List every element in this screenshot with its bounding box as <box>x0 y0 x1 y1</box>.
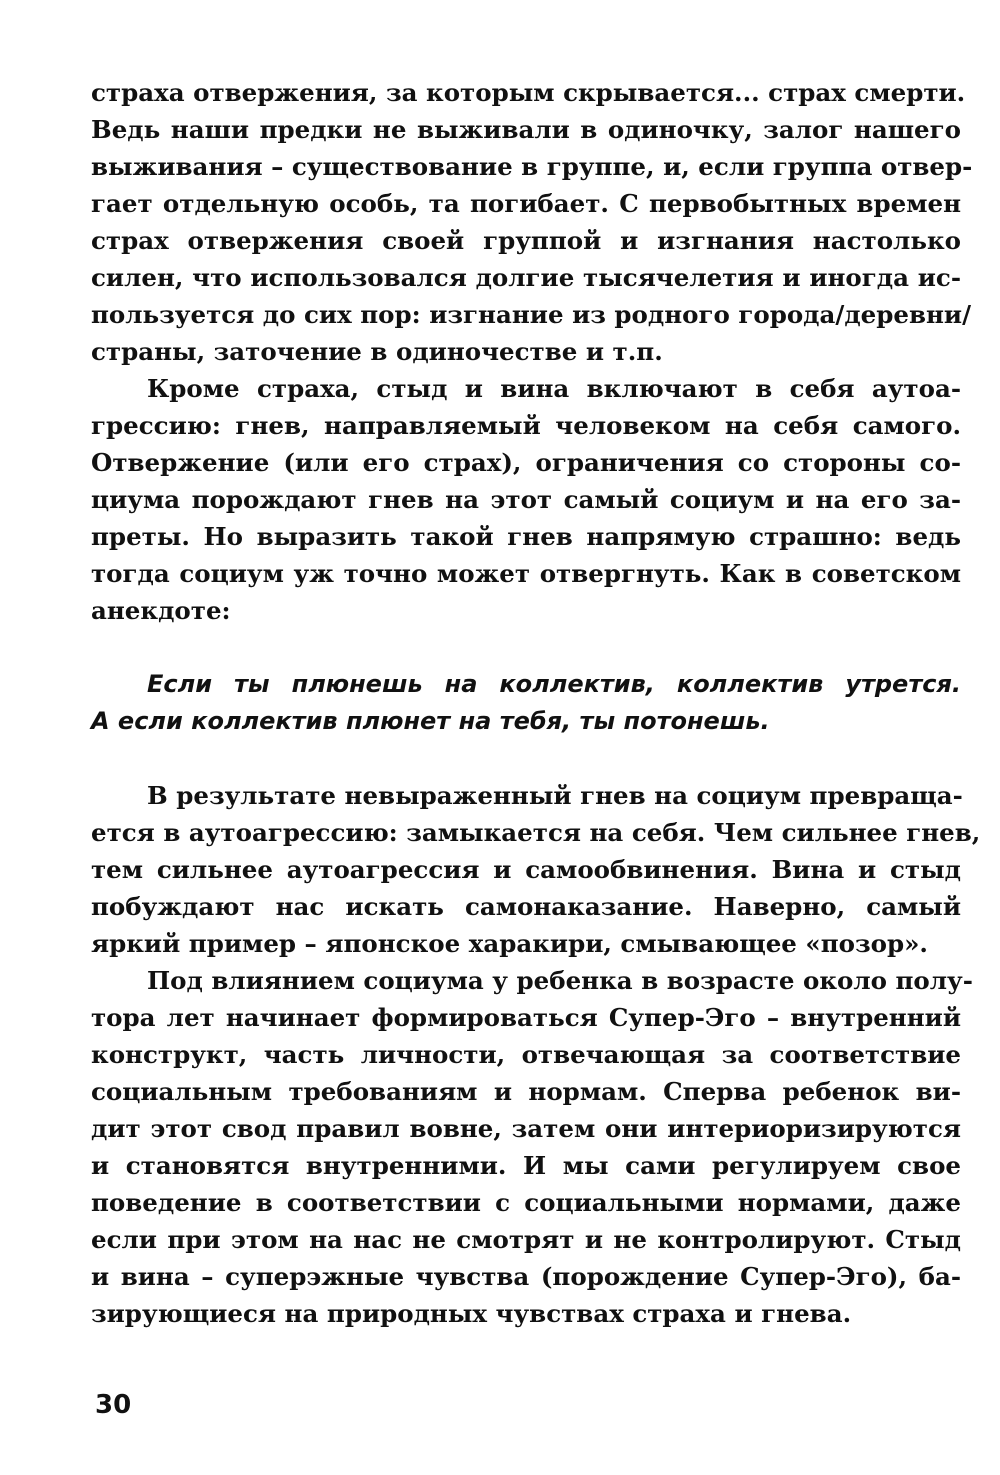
text-line: Отвержение (или его страх), ограничения со стороны со- <box>91 448 961 477</box>
paragraph-4 <box>91 962 973 1332</box>
text-line: В результате невыраженный гнев на социум превраща- <box>147 781 963 810</box>
page-number: 30 <box>95 1390 132 1420</box>
text-line: страха отвержения, за которым скрывается... страх смерти. <box>91 78 966 107</box>
text-line: Под влиянием социума у ребенка в возрасте около полу- <box>147 966 973 995</box>
text-line: тем сильнее аутоагрессия и самообвинения. Вина и стыд <box>91 855 961 884</box>
text-line: социальным требованиям и нормам. Сперва ребенок ви- <box>91 1077 961 1106</box>
text-line: конструкт, часть личности, отвечающая за соответствие <box>91 1040 961 1069</box>
quote-block <box>91 666 961 740</box>
text-line: дит этот свод правил вовне, затем они интериоризируются <box>91 1114 961 1143</box>
text-line: тогда социум уж точно может отвергнуть. Как в советском <box>91 559 961 588</box>
spacer <box>91 629 961 666</box>
text-line: яркий пример – японское харакири, смывающее «позор». <box>91 929 928 958</box>
text-line: тора лет начинает формироваться Супер-Эго – внутренний <box>91 1003 961 1032</box>
text-line: Кроме страха, стыд и вина включают в себя аутоа- <box>147 374 961 403</box>
text-line: Ведь наши предки не выживали в одиночку, залог нашего <box>91 115 961 144</box>
text-line: страны, заточение в одиночестве и т.п. <box>91 337 663 366</box>
text-line: грессию: гнев, направляемый человеком на себя самого. <box>91 411 961 440</box>
text-line: пользуется до сих пор: изгнание из родного города/деревни/ <box>91 300 972 329</box>
text-line: выживания – существование в группе, и, если группа отвер- <box>91 152 973 181</box>
spacer <box>91 740 961 777</box>
text-line: гает отдельную особь, та погибает. С первобытных времен <box>91 189 961 218</box>
text-line: ется в аутоагрессию: замыкается на себя. Чем сильнее гнев, <box>91 818 981 847</box>
text-line: силен, что использовался долгие тысячелетия и иногда ис- <box>91 263 961 292</box>
quote-line: Если ты плюнешь на коллектив, коллектив утрется. <box>147 670 961 698</box>
quote-line: А если коллектив плюнет на тебя, ты потонешь. <box>91 707 770 735</box>
text-line: циума порождают гнев на этот самый социум и на его за- <box>91 485 961 514</box>
text-line: поведение в соответствии с социальными нормами, даже <box>91 1188 961 1217</box>
text-line: преты. Но выразить такой гнев напрямую страшно: ведь <box>91 522 961 551</box>
paragraph-3 <box>91 777 981 962</box>
paragraph-2 <box>91 370 961 629</box>
text-line: и становятся внутренними. И мы сами регулируем свое <box>91 1151 961 1180</box>
page-body <box>91 74 981 1332</box>
text-line: зирующиеся на природных чувствах страха и гнева. <box>91 1299 852 1328</box>
text-line: и вина – суперэжные чувства (порождение Супер-Эго), ба- <box>91 1262 961 1291</box>
text-line: страх отвержения своей группой и изгнания настолько <box>91 226 961 255</box>
text-line: если при этом на нас не смотрят и не контролируют. Стыд <box>91 1225 961 1254</box>
text-line: анекдоте: <box>91 596 231 625</box>
text-line: побуждают нас искать самонаказание. Наверно, самый <box>91 892 961 921</box>
paragraph-1 <box>91 74 973 370</box>
